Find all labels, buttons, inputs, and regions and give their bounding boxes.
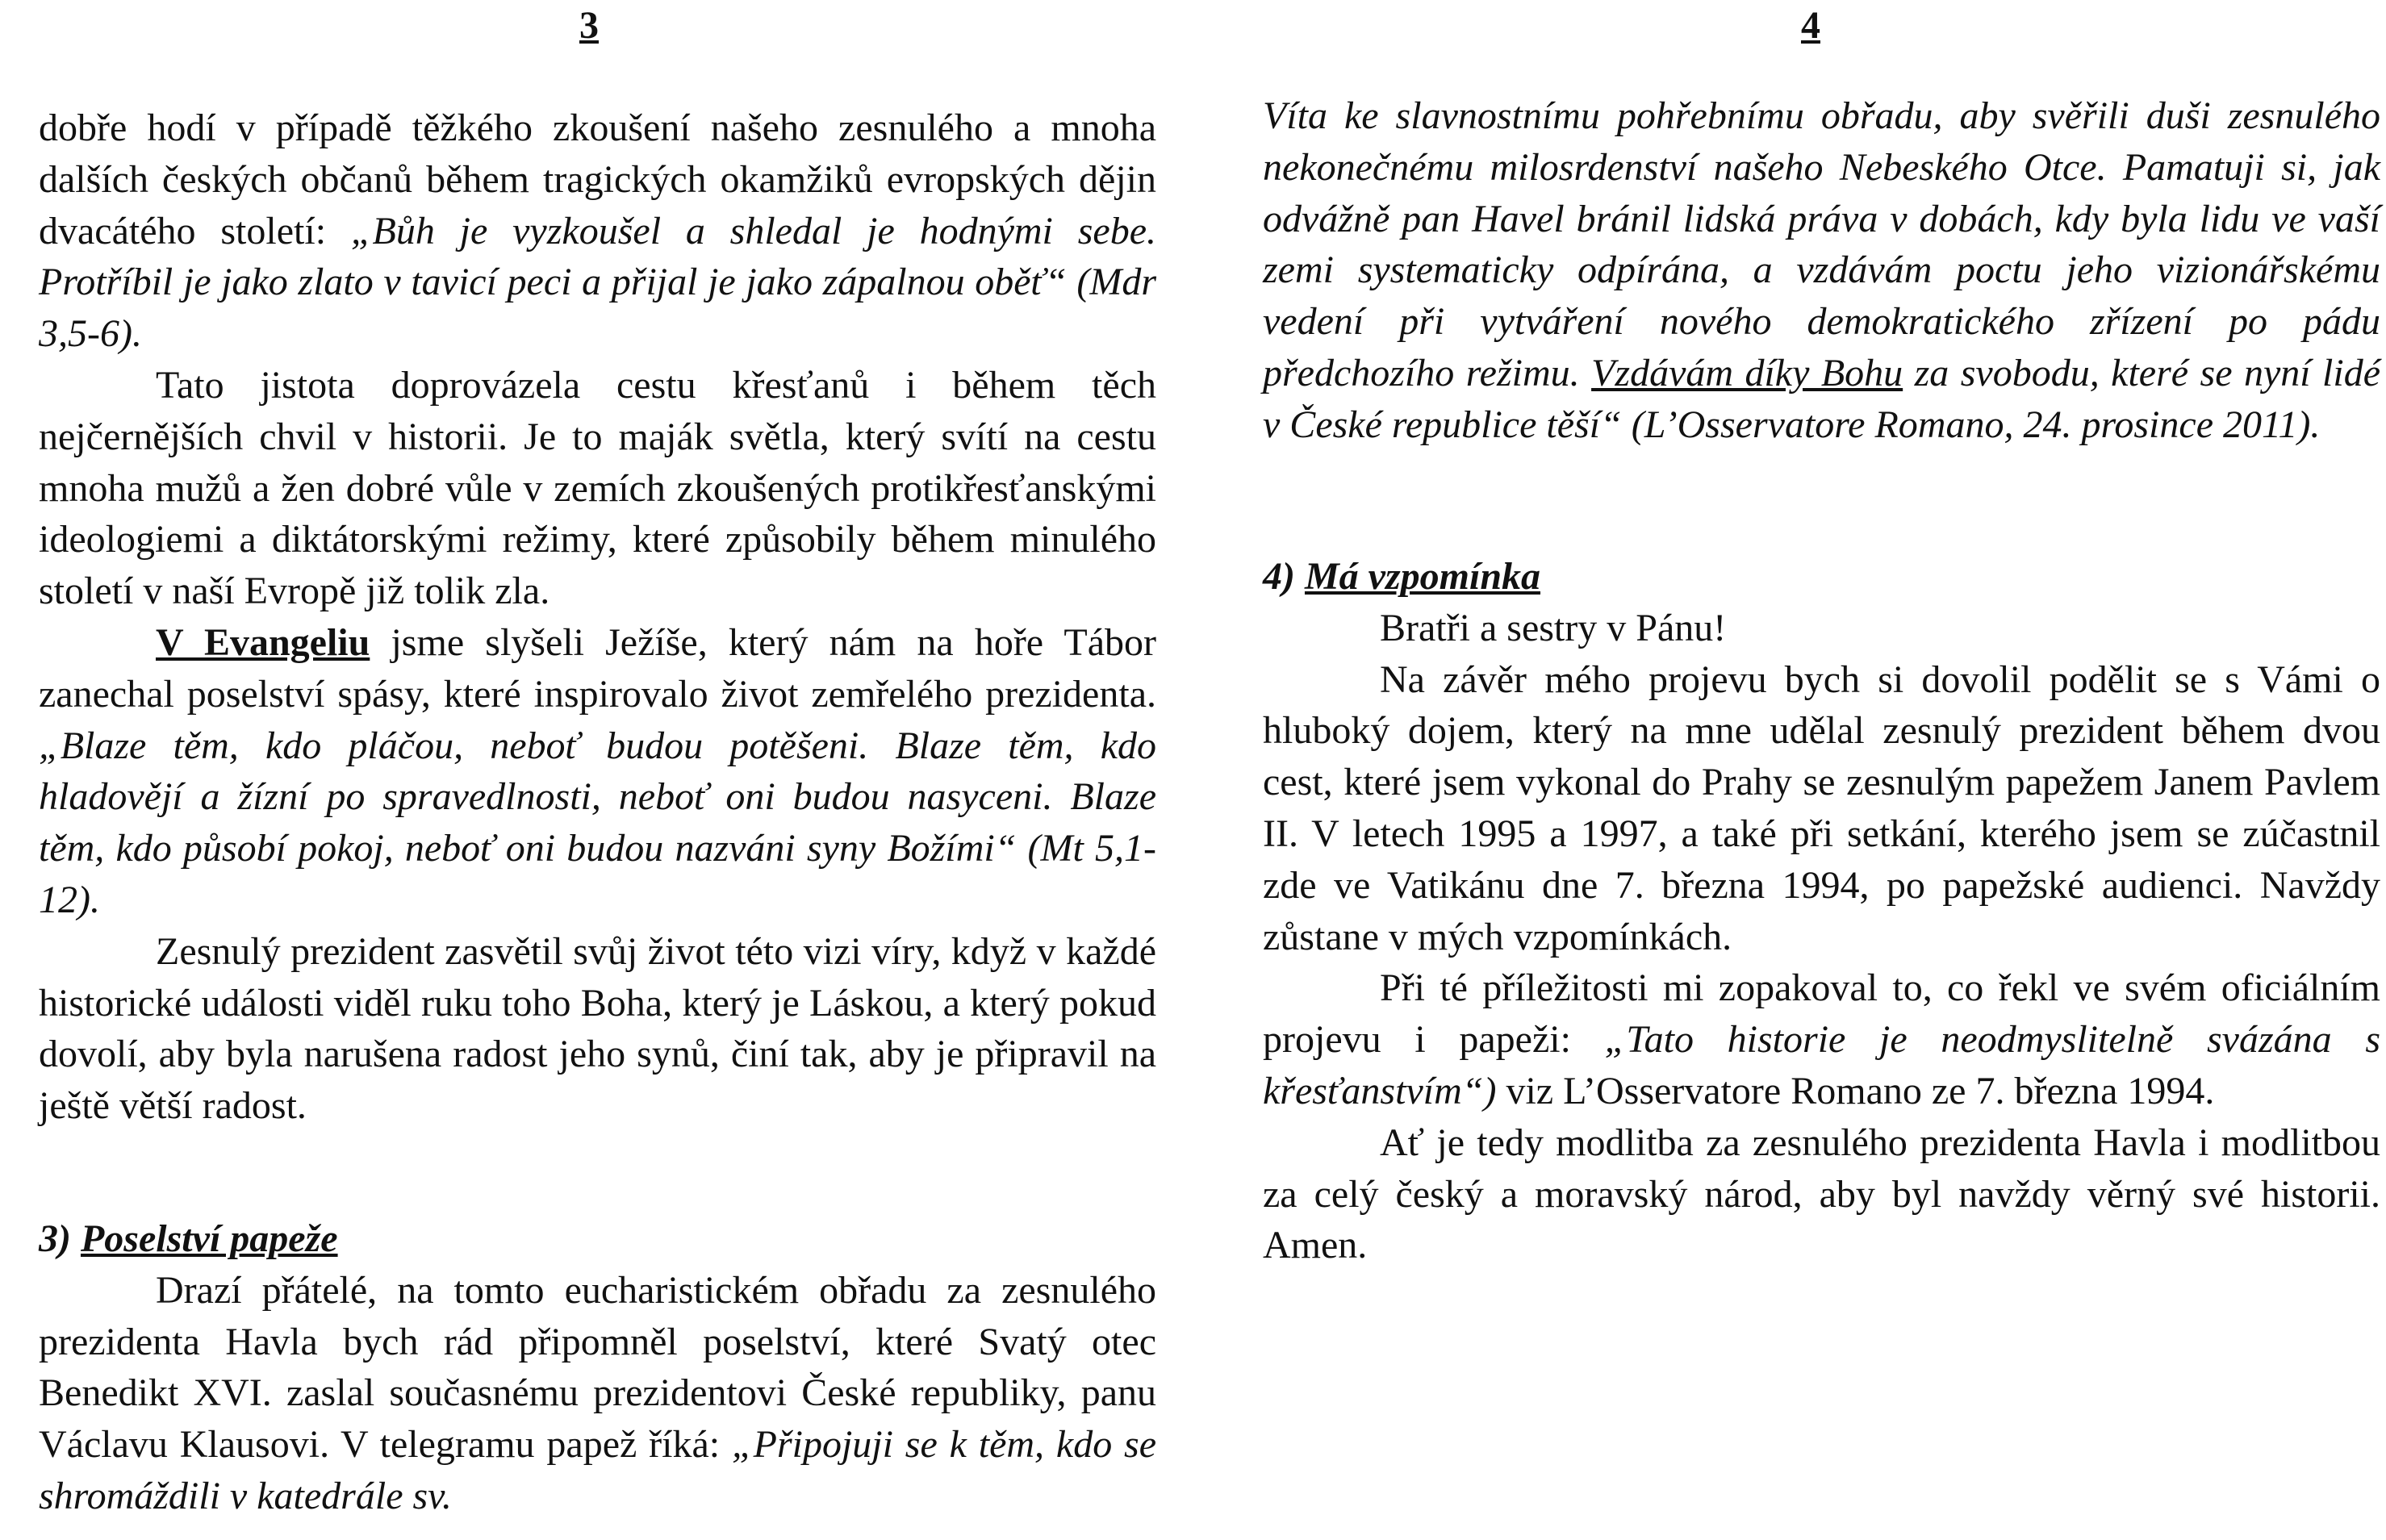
telegram-quote-end: za svobodu, které se nyní lidé v České republice těší“ (L’Osservatore Romano, 24. prosince 2011).: [1263, 351, 2380, 446]
speech-quote: „Tato historie je neodmyslitelně svázána s křesťanstvím“): [1263, 1018, 2380, 1112]
paragraph-certainty: Tato jistota doprovázela cestu křesťanů i během těch nejčernějších chvil v historii. Je to maják světla, který svítí na cestu mnoha mužů a žen dobré vůle v zemích zkoušených protikřesťanskými ideologiemi a diktátorskými režimy, které způsobily během minulého století v naší Evropě již tolik zla.: [39, 363, 1156, 613]
scripture-quote: „Bůh je vyzkoušel a shledal je hodnými sebe. Protříbil je jako zlato v tavicí peci a přijal je jako zápalnou oběť“: [39, 209, 1156, 304]
scripture-quote: „Blaze těm, kdo pláčou, neboť budou potěšeni. Blaze těm, kdo hladovějí a žízní po spravedlnosti, neboť oni budou nasyceni. Blaze těm, kdo působí pokoj, neboť oni budou nazváni syny Božími“: [39, 724, 1156, 870]
page-number-4: 4: [1801, 4, 1820, 47]
section-number: 3): [39, 1217, 81, 1260]
paragraph-memory: Na závěr mého projevu bych si dovolil podělit se s Vámi o hluboký dojem, který na mne udělal zesnulý prezident během dvou cest, které jsem vykonal do Prahy se zesnulým papežem Janem Pavlem II. V letech 1995 a 1997, a také při setkání, kterého jsem se zúčastnil zde ve Vatikánu dne 7. března 1994, po papežské audienci. Navždy zůstane v mých vzpomínkách.: [1263, 657, 2380, 958]
paragraph-gospel: [39, 617, 1156, 926]
right-page: [1263, 0, 2380, 1540]
left-text-block: [39, 102, 1156, 1132]
section-4-heading: [1263, 551, 2380, 603]
section-3-heading: [39, 1213, 1156, 1265]
paragraph-text: dobře hodí v případě těžkého zkoušení našeho zesnulého a mnoha dalších českých občanů během tragických okamžiků evropských dějin dvacátého století:: [39, 106, 1156, 252]
telegram-quote: Víta ke slavnostnímu pohřebnímu obřadu, aby svěřili duši zesnulého nekonečnému milosrdenství našeho Nebeského Otce. Pamatuji si, jak odvážně pan Havel bránil lidská práva v dobách, kdy byla lidu ve vaší zemi systematicky odpírána, a vzdávám poctu jeho vizionářskému vedení při vytváření nového demokratického zřízení po pádu předchozího režimu.: [1263, 94, 2380, 394]
paragraph-speech: [1263, 962, 2380, 1116]
scripture-reference: (Mdr 3,5-6).: [39, 261, 1156, 356]
section-3-block: [39, 1213, 1156, 1522]
left-page: [39, 0, 1156, 1540]
paragraph-text: Při té příležitosti mi zopakoval to, co řekl ve svém oficiálním projevu i papeži:: [1263, 966, 2380, 1062]
section-title: Poselství papeže: [80, 1217, 338, 1260]
paragraph-pope-message: [39, 1265, 1156, 1522]
scripture-reference: (Mt 5,1-12).: [39, 827, 1156, 921]
section-4-block: [1263, 551, 2380, 1271]
underlined-phrase: Vzdávám díky Bohu: [1591, 351, 1903, 394]
greeting: Bratři a sestry v Pánu!: [1380, 606, 1727, 649]
paragraph-telegram-continuation: [1263, 90, 2380, 451]
right-text-block: [1263, 90, 2380, 451]
page-number-3: 3: [579, 4, 599, 47]
telegram-quote: „Připojuji se k těm, kdo se shromáždili v katedrále sv.: [39, 1423, 1157, 1517]
gospel-keyword: V Evangeliu: [156, 620, 370, 664]
paragraph-text: Drazí přátelé, na tomto eucharistickém obřadu za zesnulého prezidenta Havla bych rád připomněl poselství, které Svatý otec Benedikt XVI. zaslal současnému prezidentovi České republiky, panu Václavu Klausovi. V telegramu papež říká:: [39, 1268, 1156, 1467]
section-title: Má vzpomínka: [1304, 555, 1541, 598]
paragraph-president-vision: Zesnulý prezident zasvětil svůj život této vizi víry, když v každé historické události viděl ruku toho Boha, který je Láskou, a který pokud dovolí, aby byla narušena radost jeho synů, činí tak, aby je připravil na ještě větší radost.: [39, 929, 1156, 1128]
section-number: 4): [1263, 555, 1305, 598]
paragraph-prayer: Ať je tedy modlitba za zesnulého prezidenta Havla i modlitbou za celý český a moravský národ, aby byl navždy věrný své historii. Amen.: [1263, 1121, 2380, 1267]
paragraph-text: viz L’Osservatore Romano ze 7. března 1994.: [1496, 1069, 2215, 1112]
paragraph-continuation: [39, 102, 1156, 360]
paragraph-text: jsme slyšeli Ježíše, který nám na hoře Tábor zanechal poselství spásy, které inspirovalo život zemřelého prezidenta.: [39, 620, 1156, 716]
